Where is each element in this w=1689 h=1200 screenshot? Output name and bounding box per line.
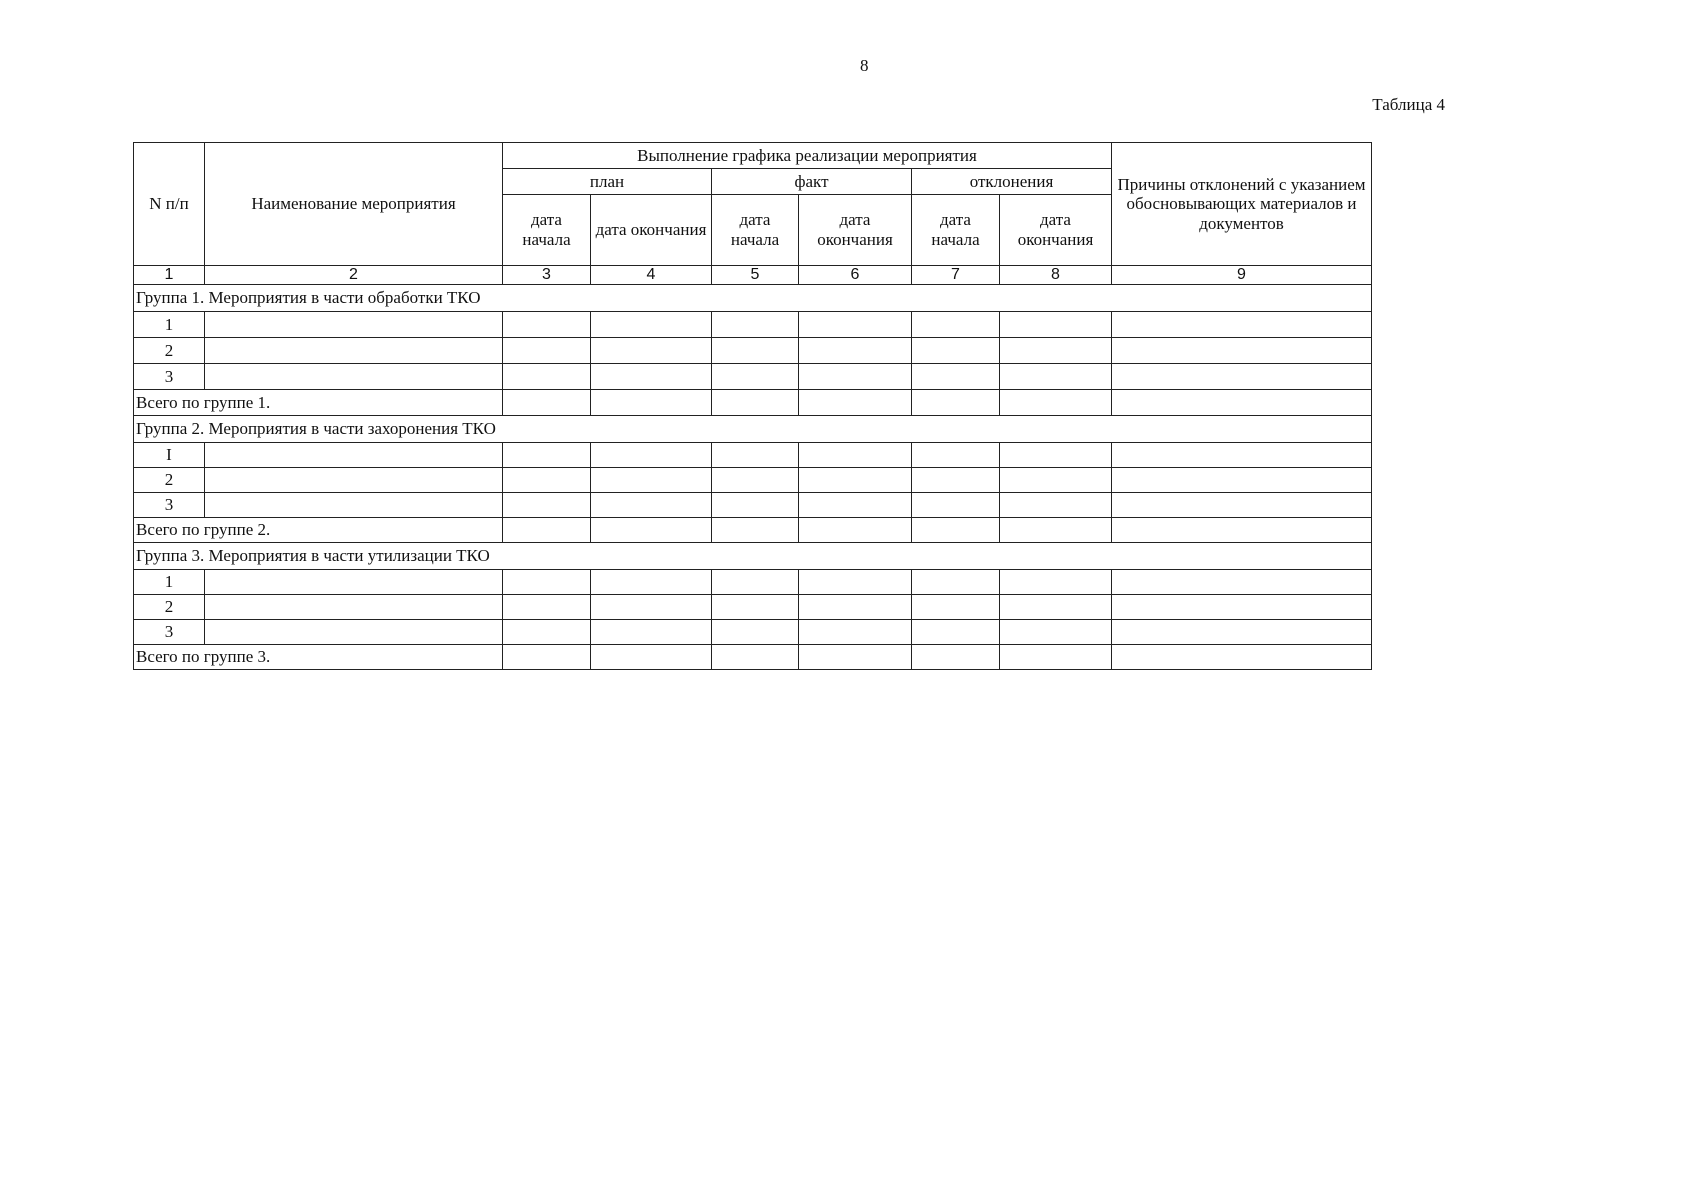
fact-start-cell[interactable] — [712, 620, 799, 645]
header-plan-end: дата окончания — [591, 195, 712, 266]
fact-end-cell[interactable] — [799, 645, 912, 670]
group-title: Группа 1. Мероприятия в части обработки ТКО — [134, 285, 1372, 312]
header-fact: факт — [712, 169, 912, 195]
event-name-cell[interactable] — [205, 595, 503, 620]
deviation-start-cell[interactable] — [912, 570, 1000, 595]
deviation-end-cell[interactable] — [1000, 645, 1112, 670]
event-name-cell[interactable] — [205, 468, 503, 493]
event-name-cell[interactable] — [205, 364, 503, 390]
reasons-cell[interactable] — [1112, 468, 1372, 493]
plan-start-cell[interactable] — [503, 620, 591, 645]
plan-end-cell[interactable] — [591, 518, 712, 543]
deviation-end-cell[interactable] — [1000, 338, 1112, 364]
plan-end-cell[interactable] — [591, 595, 712, 620]
event-name-cell[interactable] — [205, 570, 503, 595]
event-name-cell[interactable] — [205, 620, 503, 645]
column-number: 8 — [1000, 266, 1112, 285]
plan-end-cell[interactable] — [591, 312, 712, 338]
column-number: 9 — [1112, 266, 1372, 285]
deviation-start-cell[interactable] — [912, 364, 1000, 390]
deviation-start-cell[interactable] — [912, 468, 1000, 493]
header-deviation: отклонения — [912, 169, 1112, 195]
plan-start-cell[interactable] — [503, 595, 591, 620]
reasons-cell[interactable] — [1112, 570, 1372, 595]
reasons-cell[interactable] — [1112, 364, 1372, 390]
fact-end-cell[interactable] — [799, 443, 912, 468]
reasons-cell[interactable] — [1112, 443, 1372, 468]
reasons-cell[interactable] — [1112, 595, 1372, 620]
fact-start-cell[interactable] — [712, 338, 799, 364]
deviation-end-cell[interactable] — [1000, 570, 1112, 595]
plan-start-cell[interactable] — [503, 645, 591, 670]
group-title: Группа 3. Мероприятия в части утилизации ТКО — [134, 543, 1372, 570]
deviation-start-cell[interactable] — [912, 312, 1000, 338]
fact-start-cell[interactable] — [712, 364, 799, 390]
fact-end-cell[interactable] — [799, 620, 912, 645]
deviation-start-cell[interactable] — [912, 595, 1000, 620]
deviation-start-cell[interactable] — [912, 338, 1000, 364]
fact-end-cell[interactable] — [799, 518, 912, 543]
fact-end-cell[interactable] — [799, 312, 912, 338]
row-number: 2 — [134, 468, 205, 493]
group-title: Группа 2. Мероприятия в части захоронения ТКО — [134, 416, 1372, 443]
row-number: 1 — [134, 570, 205, 595]
plan-end-cell[interactable] — [591, 390, 712, 416]
reasons-cell[interactable] — [1112, 493, 1372, 518]
row-number: 1 — [134, 312, 205, 338]
fact-start-cell[interactable] — [712, 518, 799, 543]
column-number: 2 — [205, 266, 503, 285]
header-deviation-start: дата начала — [912, 195, 1000, 266]
fact-start-cell[interactable] — [712, 468, 799, 493]
fact-end-cell[interactable] — [799, 364, 912, 390]
plan-end-cell[interactable] — [591, 443, 712, 468]
event-name-cell[interactable] — [205, 443, 503, 468]
event-name-cell[interactable] — [205, 338, 503, 364]
event-name-cell[interactable] — [205, 493, 503, 518]
plan-start-cell[interactable] — [503, 443, 591, 468]
header-fact-end: дата окончания — [799, 195, 912, 266]
deviation-end-cell[interactable] — [1000, 493, 1112, 518]
fact-end-cell[interactable] — [799, 468, 912, 493]
fact-end-cell[interactable] — [799, 390, 912, 416]
group-total-label: Всего по группе 3. — [134, 645, 503, 670]
deviation-start-cell[interactable] — [912, 620, 1000, 645]
plan-end-cell[interactable] — [591, 468, 712, 493]
header-num: N п/п — [134, 143, 205, 266]
row-number: I — [134, 443, 205, 468]
plan-start-cell[interactable] — [503, 468, 591, 493]
row-number: 2 — [134, 595, 205, 620]
header-plan-start: дата начала — [503, 195, 591, 266]
header-deviation-end: дата окончания — [1000, 195, 1112, 266]
plan-end-cell[interactable] — [591, 620, 712, 645]
fact-end-cell[interactable] — [799, 338, 912, 364]
deviation-end-cell[interactable] — [1000, 390, 1112, 416]
row-number: 3 — [134, 364, 205, 390]
plan-start-cell[interactable] — [503, 390, 591, 416]
deviation-start-cell[interactable] — [912, 390, 1000, 416]
fact-start-cell[interactable] — [712, 493, 799, 518]
header-fact-start: дата начала — [712, 195, 799, 266]
fact-start-cell[interactable] — [712, 390, 799, 416]
plan-end-cell[interactable] — [591, 364, 712, 390]
fact-start-cell[interactable] — [712, 443, 799, 468]
reasons-cell[interactable] — [1112, 620, 1372, 645]
group-total-label: Всего по группе 1. — [134, 390, 503, 416]
deviation-end-cell[interactable] — [1000, 518, 1112, 543]
reasons-cell[interactable] — [1112, 645, 1372, 670]
row-number: 3 — [134, 493, 205, 518]
group-total-label: Всего по группе 2. — [134, 518, 503, 543]
column-number: 3 — [503, 266, 591, 285]
deviation-start-cell[interactable] — [912, 443, 1000, 468]
column-number: 5 — [712, 266, 799, 285]
reasons-cell[interactable] — [1112, 338, 1372, 364]
plan-start-cell[interactable] — [503, 338, 591, 364]
deviation-end-cell[interactable] — [1000, 595, 1112, 620]
plan-end-cell[interactable] — [591, 493, 712, 518]
reasons-cell[interactable] — [1112, 312, 1372, 338]
deviation-end-cell[interactable] — [1000, 443, 1112, 468]
column-number: 4 — [591, 266, 712, 285]
plan-start-cell[interactable] — [503, 493, 591, 518]
deviation-end-cell[interactable] — [1000, 468, 1112, 493]
reasons-cell[interactable] — [1112, 518, 1372, 543]
fact-start-cell[interactable] — [712, 645, 799, 670]
deviation-start-cell[interactable] — [912, 645, 1000, 670]
column-number: 1 — [134, 266, 205, 285]
deviation-end-cell[interactable] — [1000, 620, 1112, 645]
deviation-end-cell[interactable] — [1000, 364, 1112, 390]
plan-start-cell[interactable] — [503, 518, 591, 543]
header-reasons: Причины отклонений с указанием обосновывающих материалов и документов — [1112, 143, 1372, 266]
table-caption: Таблица 4 — [1372, 95, 1445, 114]
fact-start-cell[interactable] — [712, 595, 799, 620]
column-number: 7 — [912, 266, 1000, 285]
deviation-start-cell[interactable] — [912, 518, 1000, 543]
deviation-start-cell[interactable] — [912, 493, 1000, 518]
header-name: Наименование мероприятия — [205, 143, 503, 266]
event-name-cell[interactable] — [205, 312, 503, 338]
report-table — [133, 142, 1372, 670]
page-number: 8 — [860, 56, 869, 75]
header-plan: план — [503, 169, 712, 195]
deviation-end-cell[interactable] — [1000, 312, 1112, 338]
plan-end-cell[interactable] — [591, 338, 712, 364]
plan-start-cell[interactable] — [503, 364, 591, 390]
column-number: 6 — [799, 266, 912, 285]
row-number: 2 — [134, 338, 205, 364]
plan-end-cell[interactable] — [591, 570, 712, 595]
header-schedule: Выполнение графика реализации мероприятия — [503, 143, 1112, 169]
row-number: 3 — [134, 620, 205, 645]
fact-start-cell[interactable] — [712, 570, 799, 595]
fact-start-cell[interactable] — [712, 312, 799, 338]
reasons-cell[interactable] — [1112, 390, 1372, 416]
fact-end-cell[interactable] — [799, 595, 912, 620]
fact-end-cell[interactable] — [799, 493, 912, 518]
plan-start-cell[interactable] — [503, 312, 591, 338]
fact-end-cell[interactable] — [799, 570, 912, 595]
plan-end-cell[interactable] — [591, 645, 712, 670]
plan-start-cell[interactable] — [503, 570, 591, 595]
